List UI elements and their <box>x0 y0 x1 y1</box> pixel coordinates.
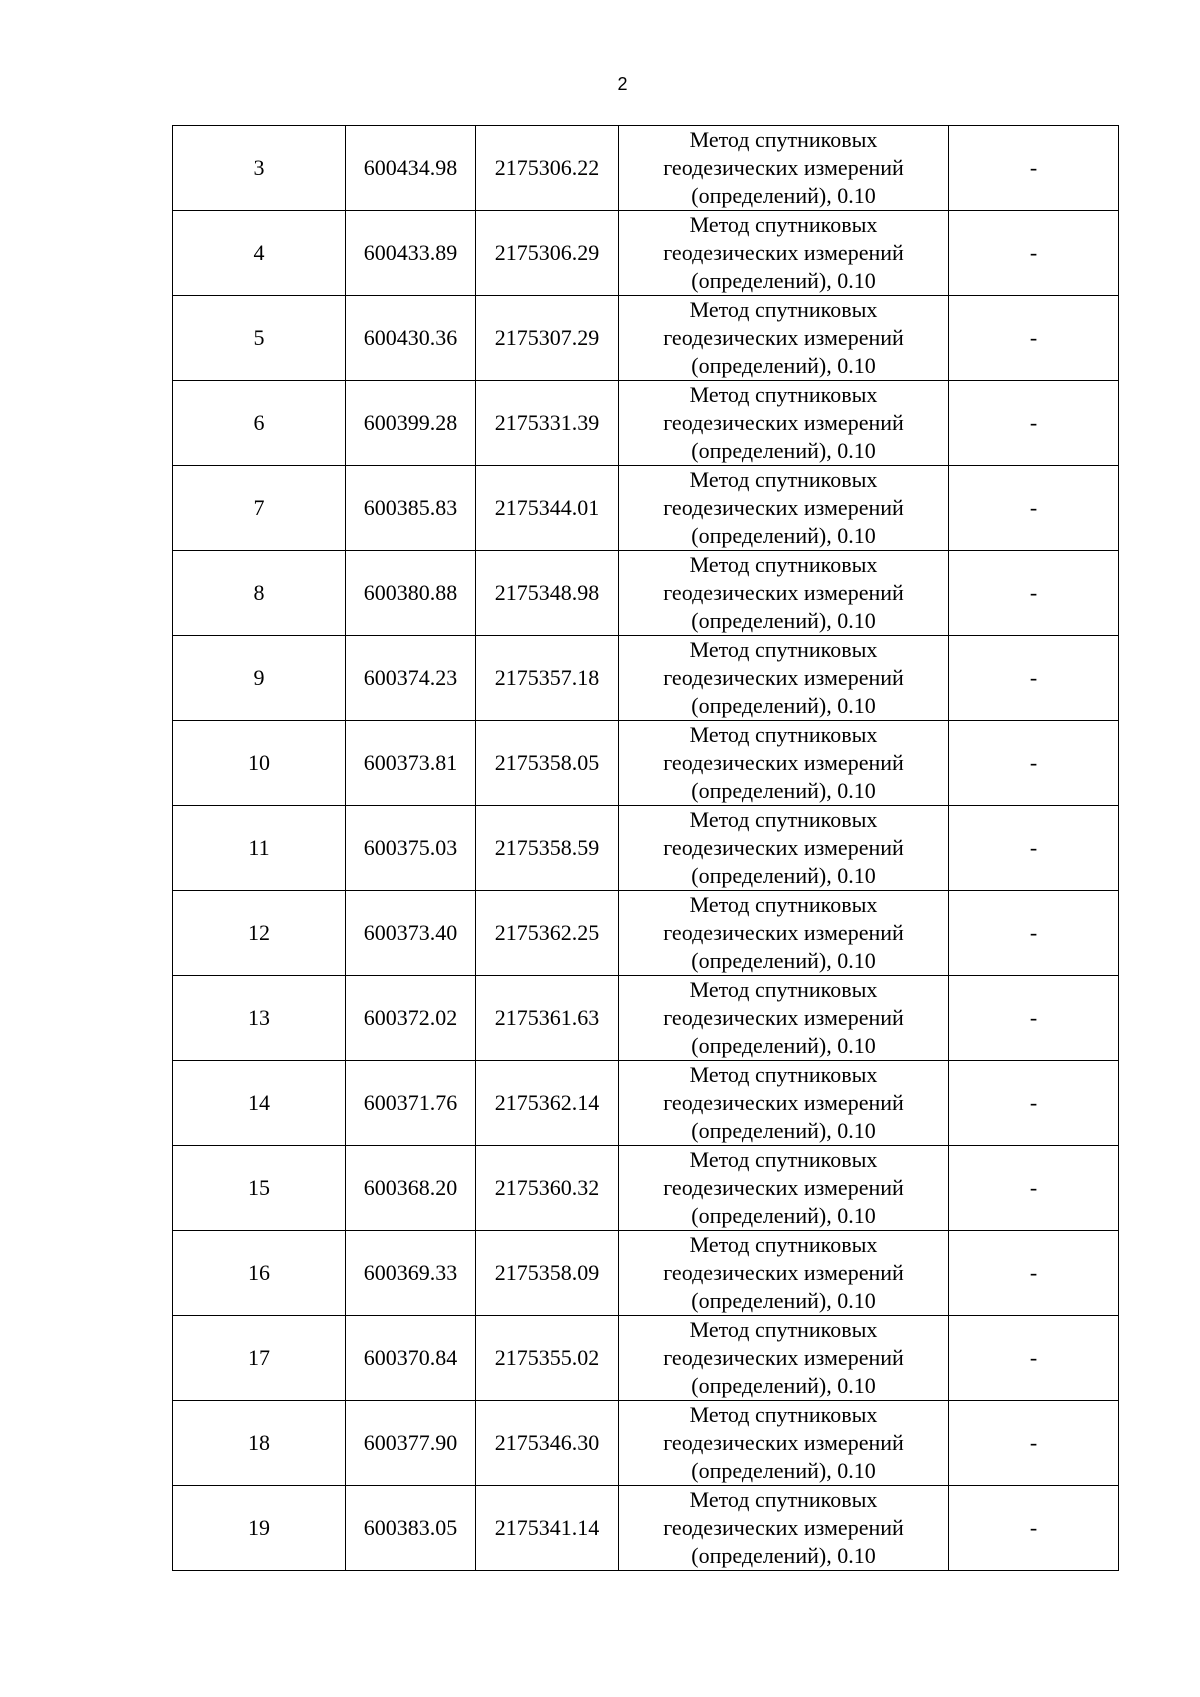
y-coordinate-cell: 2175357.18 <box>476 636 619 721</box>
method-line: Метод спутниковых <box>689 1487 878 1512</box>
x-coordinate-cell: 600377.90 <box>346 1401 476 1486</box>
table-row <box>173 721 1119 806</box>
page-number: 2 <box>617 74 628 94</box>
table-row <box>173 1401 1119 1486</box>
point-number-cell: 4 <box>173 211 346 296</box>
x-coordinate-cell: 600373.40 <box>346 891 476 976</box>
y-coordinate-cell: 2175346.30 <box>476 1401 619 1486</box>
table-row <box>173 296 1119 381</box>
point-number-cell: 19 <box>173 1486 346 1571</box>
point-number-cell: 17 <box>173 1316 346 1401</box>
method-line: (определений), 0.10 <box>691 778 876 803</box>
method-line: (определений), 0.10 <box>691 183 876 208</box>
method-line: Метод спутниковых <box>689 1232 878 1257</box>
point-number-cell: 6 <box>173 381 346 466</box>
method-cell <box>619 1231 949 1316</box>
y-coordinate-cell: 2175362.25 <box>476 891 619 976</box>
table-row <box>173 636 1119 721</box>
method-line: (определений), 0.10 <box>691 268 876 293</box>
method-line: (определений), 0.10 <box>691 1543 876 1568</box>
method-line: Метод спутниковых <box>689 297 878 322</box>
x-coordinate-cell: 600383.05 <box>346 1486 476 1571</box>
table-row <box>173 891 1119 976</box>
note-cell: - <box>949 1231 1119 1316</box>
point-number-cell: 12 <box>173 891 346 976</box>
method-line: (определений), 0.10 <box>691 608 876 633</box>
table-row <box>173 976 1119 1061</box>
method-line: Метод спутниковых <box>689 1147 878 1172</box>
method-line: геодезических измерений <box>663 240 904 265</box>
y-coordinate-cell: 2175361.63 <box>476 976 619 1061</box>
method-line: геодезических измерений <box>663 580 904 605</box>
method-line: Метод спутниковых <box>689 1402 878 1427</box>
method-cell <box>619 1401 949 1486</box>
note-cell: - <box>949 1486 1119 1571</box>
method-line: (определений), 0.10 <box>691 1458 876 1483</box>
point-number-cell: 9 <box>173 636 346 721</box>
method-line: геодезических измерений <box>663 1175 904 1200</box>
table-row <box>173 1061 1119 1146</box>
note-cell: - <box>949 1401 1119 1486</box>
method-line: (определений), 0.10 <box>691 693 876 718</box>
y-coordinate-cell: 2175348.98 <box>476 551 619 636</box>
method-line: Метод спутниковых <box>689 212 878 237</box>
method-cell <box>619 466 949 551</box>
method-line: (определений), 0.10 <box>691 1288 876 1313</box>
x-coordinate-cell: 600430.36 <box>346 296 476 381</box>
method-line: (определений), 0.10 <box>691 1203 876 1228</box>
table-row <box>173 126 1119 211</box>
method-cell <box>619 976 949 1061</box>
method-line: геодезических измерений <box>663 1090 904 1115</box>
method-line: геодезических измерений <box>663 325 904 350</box>
y-coordinate-cell: 2175344.01 <box>476 466 619 551</box>
table-row <box>173 1231 1119 1316</box>
coordinates-table <box>172 125 1119 1571</box>
method-line: (определений), 0.10 <box>691 948 876 973</box>
method-line: геодезических измерений <box>663 155 904 180</box>
method-line: геодезических измерений <box>663 1515 904 1540</box>
y-coordinate-cell: 2175306.22 <box>476 126 619 211</box>
y-coordinate-cell: 2175362.14 <box>476 1061 619 1146</box>
point-number-cell: 7 <box>173 466 346 551</box>
x-coordinate-cell: 600374.23 <box>346 636 476 721</box>
y-coordinate-cell: 2175358.59 <box>476 806 619 891</box>
method-line: геодезических измерений <box>663 835 904 860</box>
method-line: (определений), 0.10 <box>691 863 876 888</box>
method-line: Метод спутниковых <box>689 807 878 832</box>
y-coordinate-cell: 2175358.09 <box>476 1231 619 1316</box>
y-coordinate-cell: 2175355.02 <box>476 1316 619 1401</box>
note-cell: - <box>949 381 1119 466</box>
method-cell <box>619 806 949 891</box>
method-cell <box>619 636 949 721</box>
method-cell <box>619 891 949 976</box>
table-body <box>173 126 1119 1571</box>
method-cell <box>619 381 949 466</box>
point-number-cell: 16 <box>173 1231 346 1316</box>
x-coordinate-cell: 600375.03 <box>346 806 476 891</box>
method-line: Метод спутниковых <box>689 637 878 662</box>
method-line: Метод спутниковых <box>689 892 878 917</box>
x-coordinate-cell: 600385.83 <box>346 466 476 551</box>
note-cell: - <box>949 211 1119 296</box>
method-line: Метод спутниковых <box>689 382 878 407</box>
x-coordinate-cell: 600368.20 <box>346 1146 476 1231</box>
method-line: геодезических измерений <box>663 920 904 945</box>
method-line: геодезических измерений <box>663 665 904 690</box>
method-line: Метод спутниковых <box>689 1062 878 1087</box>
method-cell <box>619 1061 949 1146</box>
method-line: геодезических измерений <box>663 495 904 520</box>
method-line: Метод спутниковых <box>689 127 878 152</box>
x-coordinate-cell: 600371.76 <box>346 1061 476 1146</box>
table-row <box>173 1146 1119 1231</box>
note-cell: - <box>949 976 1119 1061</box>
y-coordinate-cell: 2175331.39 <box>476 381 619 466</box>
table-row <box>173 1316 1119 1401</box>
method-line: (определений), 0.10 <box>691 353 876 378</box>
note-cell: - <box>949 296 1119 381</box>
method-line: геодезических измерений <box>663 1430 904 1455</box>
note-cell: - <box>949 1316 1119 1401</box>
method-cell <box>619 721 949 806</box>
point-number-cell: 5 <box>173 296 346 381</box>
y-coordinate-cell: 2175307.29 <box>476 296 619 381</box>
table-row <box>173 1486 1119 1571</box>
x-coordinate-cell: 600399.28 <box>346 381 476 466</box>
method-line: (определений), 0.10 <box>691 1373 876 1398</box>
x-coordinate-cell: 600433.89 <box>346 211 476 296</box>
x-coordinate-cell: 600369.33 <box>346 1231 476 1316</box>
method-line: (определений), 0.10 <box>691 1118 876 1143</box>
method-line: (определений), 0.10 <box>691 438 876 463</box>
y-coordinate-cell: 2175360.32 <box>476 1146 619 1231</box>
table-row <box>173 806 1119 891</box>
y-coordinate-cell: 2175306.29 <box>476 211 619 296</box>
method-line: Метод спутниковых <box>689 977 878 1002</box>
point-number-cell: 14 <box>173 1061 346 1146</box>
note-cell: - <box>949 636 1119 721</box>
x-coordinate-cell: 600372.02 <box>346 976 476 1061</box>
x-coordinate-cell: 600370.84 <box>346 1316 476 1401</box>
method-line: Метод спутниковых <box>689 1317 878 1342</box>
note-cell: - <box>949 891 1119 976</box>
method-line: геодезических измерений <box>663 1345 904 1370</box>
method-line: Метод спутниковых <box>689 722 878 747</box>
y-coordinate-cell: 2175341.14 <box>476 1486 619 1571</box>
point-number-cell: 3 <box>173 126 346 211</box>
note-cell: - <box>949 466 1119 551</box>
note-cell: - <box>949 126 1119 211</box>
table-row <box>173 381 1119 466</box>
y-coordinate-cell: 2175358.05 <box>476 721 619 806</box>
note-cell: - <box>949 721 1119 806</box>
point-number-cell: 13 <box>173 976 346 1061</box>
point-number-cell: 15 <box>173 1146 346 1231</box>
note-cell: - <box>949 551 1119 636</box>
method-cell <box>619 1316 949 1401</box>
note-cell: - <box>949 806 1119 891</box>
table-row <box>173 466 1119 551</box>
method-line: (определений), 0.10 <box>691 523 876 548</box>
point-number-cell: 11 <box>173 806 346 891</box>
point-number-cell: 10 <box>173 721 346 806</box>
method-line: геодезических измерений <box>663 410 904 435</box>
method-cell <box>619 551 949 636</box>
method-cell <box>619 211 949 296</box>
x-coordinate-cell: 600380.88 <box>346 551 476 636</box>
method-cell <box>619 1486 949 1571</box>
method-line: геодезических измерений <box>663 750 904 775</box>
point-number-cell: 18 <box>173 1401 346 1486</box>
method-cell <box>619 296 949 381</box>
method-line: (определений), 0.10 <box>691 1033 876 1058</box>
method-line: геодезических измерений <box>663 1005 904 1030</box>
table-row <box>173 211 1119 296</box>
method-line: Метод спутниковых <box>689 467 878 492</box>
note-cell: - <box>949 1061 1119 1146</box>
method-line: Метод спутниковых <box>689 552 878 577</box>
method-cell <box>619 126 949 211</box>
method-line: геодезических измерений <box>663 1260 904 1285</box>
method-cell <box>619 1146 949 1231</box>
note-cell: - <box>949 1146 1119 1231</box>
x-coordinate-cell: 600434.98 <box>346 126 476 211</box>
point-number-cell: 8 <box>173 551 346 636</box>
x-coordinate-cell: 600373.81 <box>346 721 476 806</box>
table-row <box>173 551 1119 636</box>
